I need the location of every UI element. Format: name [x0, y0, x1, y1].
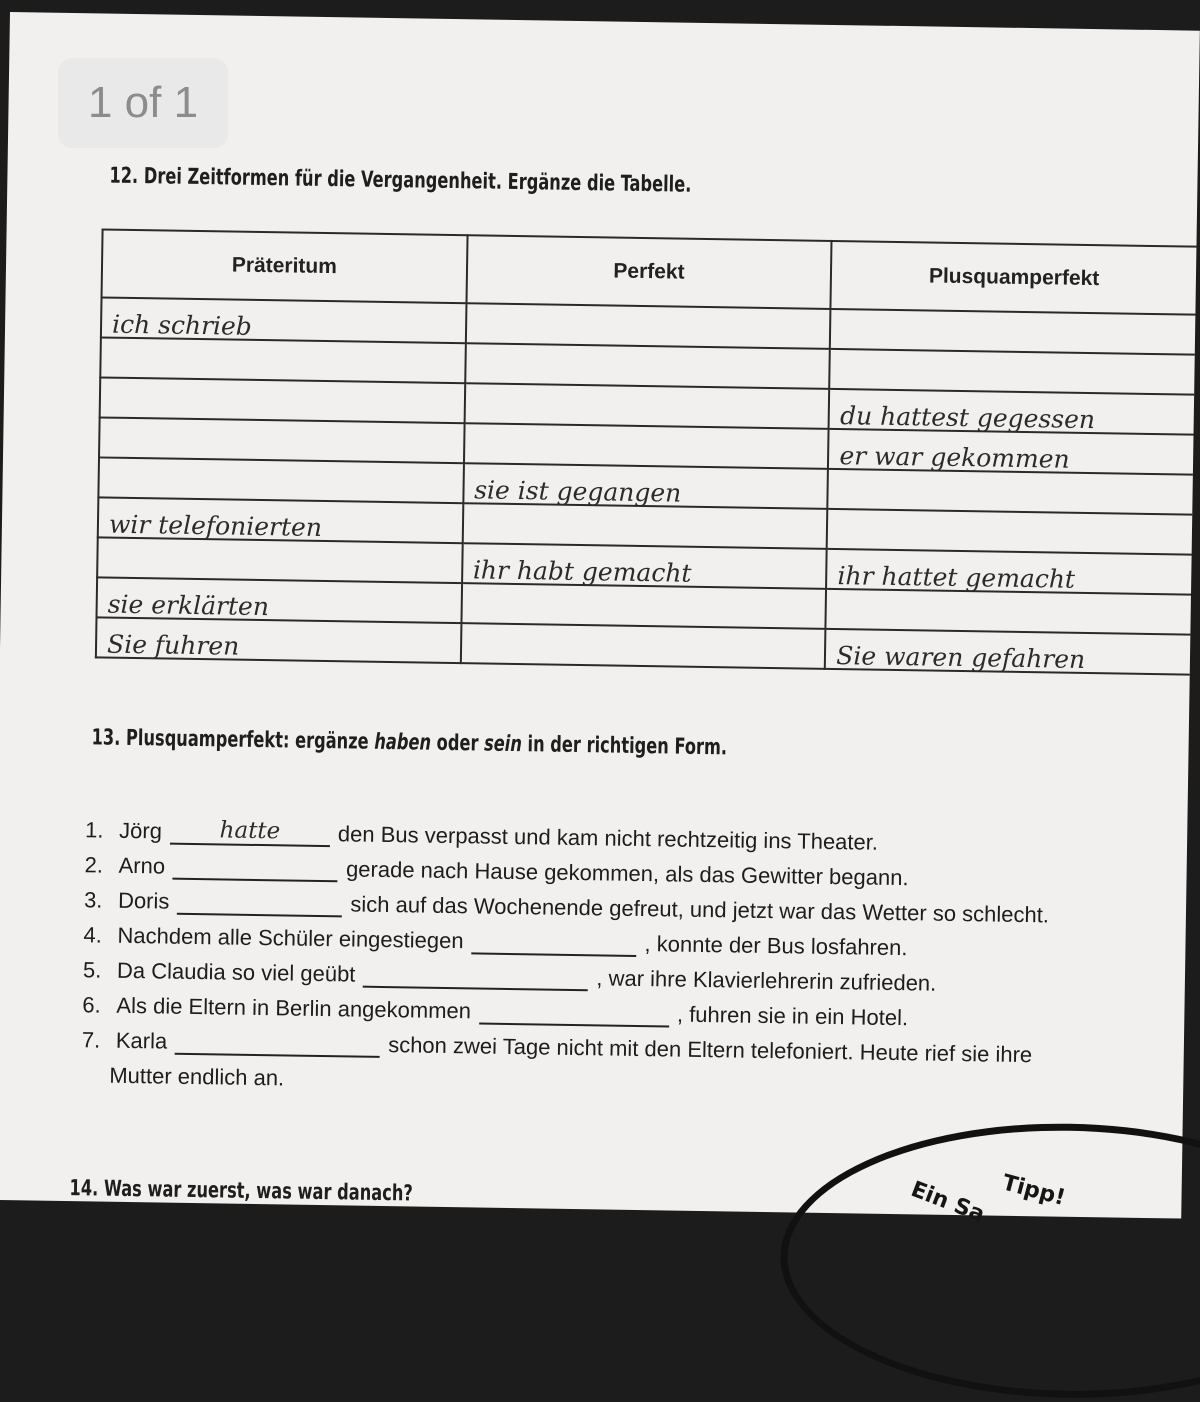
handwritten-answer: Sie waren gefahren: [836, 641, 1086, 674]
table-cell-plusquamperfekt[interactable]: [829, 349, 1194, 395]
table-cell-praeteritum[interactable]: [96, 617, 461, 663]
item-text-before: Karla: [115, 1027, 168, 1054]
item-text-after: , war ihre Klavierlehrerin zufrieden.: [596, 965, 937, 996]
table-cell-plusquamperfekt[interactable]: [825, 629, 1190, 675]
item-number: 4.: [83, 922, 103, 948]
table-cell-perfekt[interactable]: [461, 583, 826, 629]
answer-blank[interactable]: [363, 960, 588, 992]
handwritten-answer: Sie fuhren: [106, 629, 240, 661]
worksheet-page: [0, 12, 1200, 1228]
item-text-before: Nachdem alle Schüler eingestiegen: [117, 922, 464, 954]
tense-table: [95, 228, 1197, 674]
answer-blank[interactable]: [471, 926, 636, 957]
item-text-before: Da Claudia so viel geübt: [116, 957, 356, 987]
table-cell-praeteritum[interactable]: [101, 297, 466, 343]
table-cell-perfekt[interactable]: [460, 623, 825, 669]
handwritten-answer: er war gekommen: [839, 441, 1070, 474]
answer-blank[interactable]: [479, 996, 669, 1027]
table-cell-perfekt[interactable]: [464, 423, 829, 469]
item-number: 6.: [82, 992, 101, 1018]
item-text-after: sich auf das Wochenende gefreut, und jetzt war das Wetter so schlecht.: [350, 891, 1050, 928]
exercise-13-list: [81, 808, 1185, 1105]
handwritten-answer: ihr hattet gemacht: [837, 561, 1076, 594]
handwritten-answer: sie erklärten: [107, 589, 270, 622]
table-cell-perfekt[interactable]: [464, 383, 829, 429]
item-text-after: schon zwei Tage nicht mit den Eltern telefoniert. Heute rief sie ihre: [387, 1032, 1033, 1068]
column-header-praeteritum: Präteritum: [102, 229, 468, 303]
handwritten-answer: hatte: [219, 817, 281, 845]
answer-blank[interactable]: [177, 887, 342, 918]
column-header-plusquamperfekt: Plusquamperfekt: [831, 241, 1197, 315]
exercise-13-title: 13. Plusquamperfekt: ergänze haben oder sein in der richtigen Form.: [91, 725, 728, 761]
item-text-after: gerade nach Hause gekommen, als das Gewitter begann.: [345, 856, 909, 891]
exercise-12-title: 12. Drei Zeitformen für die Vergangenheit. Ergänze die Tabelle.: [109, 163, 692, 198]
item-number: 2.: [84, 852, 104, 878]
table-cell-perfekt[interactable]: [463, 463, 828, 509]
table-cell-praeteritum[interactable]: [99, 417, 464, 463]
answer-blank[interactable]: [170, 817, 330, 848]
table-cell-plusquamperfekt[interactable]: [830, 309, 1195, 355]
item-text-before: Als die Eltern in Berlin angekommen: [116, 992, 472, 1024]
handwritten-answer: du hattest gegessen: [839, 401, 1096, 435]
page-indicator: 1 of 1: [58, 58, 228, 148]
item-number: 1.: [84, 817, 104, 843]
handwritten-answer: ihr habt gemacht: [472, 555, 692, 588]
exercise-item-continuation: Mutter endlich an.: [109, 1062, 285, 1091]
handwritten-answer: sie ist gegangen: [473, 475, 682, 508]
table-cell-plusquamperfekt[interactable]: [828, 429, 1193, 475]
table-cell-praeteritum[interactable]: [97, 577, 462, 623]
table-cell-praeteritum[interactable]: [97, 537, 462, 583]
item-text-after: , konnte der Bus losfahren.: [644, 931, 908, 961]
table-cell-perfekt[interactable]: [466, 303, 831, 349]
answer-blank[interactable]: [173, 852, 338, 883]
table-cell-perfekt[interactable]: [462, 543, 827, 589]
handwritten-answer: wir telefonierten: [108, 509, 323, 542]
tip-label: Tipp!: [999, 1170, 1068, 1212]
table-cell-plusquamperfekt[interactable]: [828, 469, 1193, 515]
table-cell-plusquamperfekt[interactable]: [826, 589, 1191, 635]
tip-bubble: [778, 1119, 1200, 1402]
column-header-perfekt: Perfekt: [466, 235, 832, 309]
table-cell-praeteritum[interactable]: [98, 497, 463, 543]
table-cell-praeteritum[interactable]: [100, 377, 465, 423]
item-text-before: Jörg: [118, 817, 163, 844]
item-text-before: Doris: [117, 887, 170, 914]
table-cell-plusquamperfekt[interactable]: [826, 549, 1191, 595]
table-cell-perfekt[interactable]: [462, 503, 827, 549]
item-number: 7.: [81, 1027, 101, 1053]
item-text-after: den Bus verpasst und kam nicht rechtzeitig ins Theater.: [337, 821, 879, 855]
tip-text: Ein Sa: [907, 1177, 988, 1228]
item-text-before: Arno: [118, 852, 166, 879]
table-cell-plusquamperfekt[interactable]: [827, 509, 1192, 555]
item-number: 3.: [83, 887, 103, 913]
item-text-after: , fuhren sie in ein Hotel.: [676, 1001, 909, 1031]
exercise-14-title: 14. Was war zuerst, was war danach?: [69, 1176, 413, 1207]
table-cell-praeteritum[interactable]: [98, 457, 463, 503]
handwritten-answer: ich schrieb: [111, 309, 253, 341]
answer-blank[interactable]: [175, 1027, 380, 1058]
table-cell-perfekt[interactable]: [465, 343, 830, 389]
table-cell-plusquamperfekt[interactable]: [829, 389, 1194, 435]
item-number: 5.: [82, 957, 102, 983]
table-cell-praeteritum[interactable]: [100, 337, 465, 383]
